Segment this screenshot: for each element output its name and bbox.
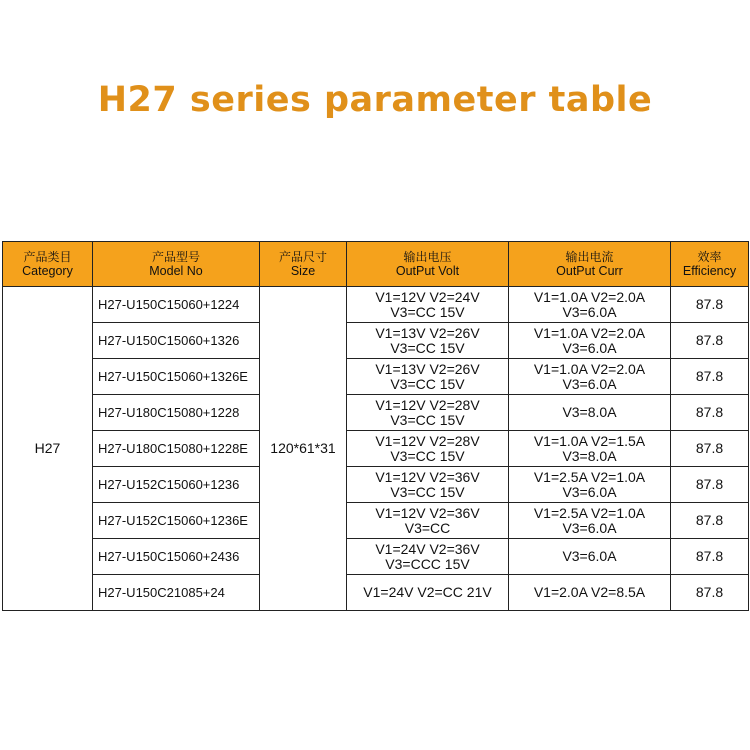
table-row [3,359,749,395]
volt-line: V1=12V V2=28V [375,396,480,413]
volt-cell [347,431,509,467]
efficiency-cell: 87.8 [671,323,749,359]
volt-line: V3=CC 15V [390,303,465,320]
header-volt: 输出电压 OutPut Volt [347,242,509,287]
curr-line: V3=6.0A [562,375,617,392]
curr-line: V1=2.0A V2=8.5A [533,584,646,600]
efficiency-cell: 87.8 [671,431,749,467]
volt-cell [347,539,509,575]
page-title: H27 series parameter table [97,80,653,120]
table-row [3,287,749,323]
curr-line: V1=1.0A V2=2.0A [533,360,646,377]
volt-cell [347,503,509,539]
table-row [3,431,749,467]
volt-cell [347,323,509,359]
curr-cell [509,395,671,431]
header-model: 产品型号 Model No [93,242,260,287]
volt-cell [347,287,509,323]
volt-line: V3=CCC 15V [385,555,470,572]
volt-line: V1=13V V2=26V [375,324,480,341]
curr-line: V3=6.0A [562,519,617,536]
volt-line: V3=CC 15V [390,483,465,500]
volt-line: V3=CC [404,519,451,536]
curr-cell [509,287,671,323]
header-size: 产品尺寸 Size [260,242,347,287]
header-curr: 输出电流 OutPut Curr [509,242,671,287]
curr-line: V1=2.5A V2=1.0A [533,468,646,485]
volt-cell [347,395,509,431]
efficiency-cell: 87.8 [671,539,749,575]
efficiency-cell: 87.8 [671,395,749,431]
table-row [3,323,749,359]
volt-line: V1=24V V2=CC 21V [363,584,492,600]
curr-line: V1=2.5A V2=1.0A [533,504,646,521]
table-row [3,395,749,431]
model-cell: H27-U150C15060+1224 [93,287,260,323]
volt-line: V3=CC 15V [390,447,465,464]
parameter-table [2,241,749,611]
efficiency-cell: 87.8 [671,575,749,611]
volt-line: V1=12V V2=36V [375,504,480,521]
header-efficiency: 效率 Efficiency [671,242,749,287]
curr-line: V1=1.0A V2=2.0A [533,288,646,305]
curr-line: V3=6.0A [562,483,617,500]
table-header-row [3,242,749,287]
curr-line: V3=6.0A [562,339,617,356]
model-cell: H27-U180C15080+1228E [93,431,260,467]
model-cell: H27-U180C15080+1228 [93,395,260,431]
efficiency-cell: 87.8 [671,287,749,323]
curr-cell [509,539,671,575]
curr-cell [509,431,671,467]
efficiency-cell: 87.8 [671,359,749,395]
model-cell: H27-U152C15060+1236 [93,467,260,503]
size-cell: 120*61*31 [260,287,347,611]
volt-line: V1=13V V2=26V [375,360,480,377]
curr-cell [509,467,671,503]
curr-cell [509,575,671,611]
curr-line: V3=8.0A [562,447,617,464]
table-row [3,539,749,575]
table-row [3,503,749,539]
header-category: 产品类目 Category [3,242,93,287]
volt-line: V3=CC 15V [390,411,465,428]
volt-line: V1=12V V2=28V [375,432,480,449]
table-row [3,467,749,503]
model-cell: H27-U150C15060+1326E [93,359,260,395]
curr-line: V3=8.0A [562,404,617,420]
curr-line: V3=6.0A [562,548,617,564]
model-cell: H27-U150C15060+1326 [93,323,260,359]
volt-cell [347,467,509,503]
curr-line: V1=1.0A V2=2.0A [533,324,646,341]
efficiency-cell: 87.8 [671,503,749,539]
volt-cell [347,575,509,611]
volt-line: V3=CC 15V [390,339,465,356]
curr-cell [509,323,671,359]
curr-line: V1=1.0A V2=1.5A [533,432,646,449]
volt-cell [347,359,509,395]
volt-line: V3=CC 15V [390,375,465,392]
table-row [3,575,749,611]
volt-line: V1=12V V2=36V [375,468,480,485]
curr-cell [509,503,671,539]
volt-line: V1=12V V2=24V [375,288,480,305]
curr-line: V3=6.0A [562,303,617,320]
model-cell: H27-U150C21085+24 [93,575,260,611]
curr-cell [509,359,671,395]
model-cell: H27-U152C15060+1236E [93,503,260,539]
volt-line: V1=24V V2=36V [375,540,480,557]
efficiency-cell: 87.8 [671,467,749,503]
model-cell: H27-U150C15060+2436 [93,539,260,575]
category-cell: H27 [3,287,93,611]
